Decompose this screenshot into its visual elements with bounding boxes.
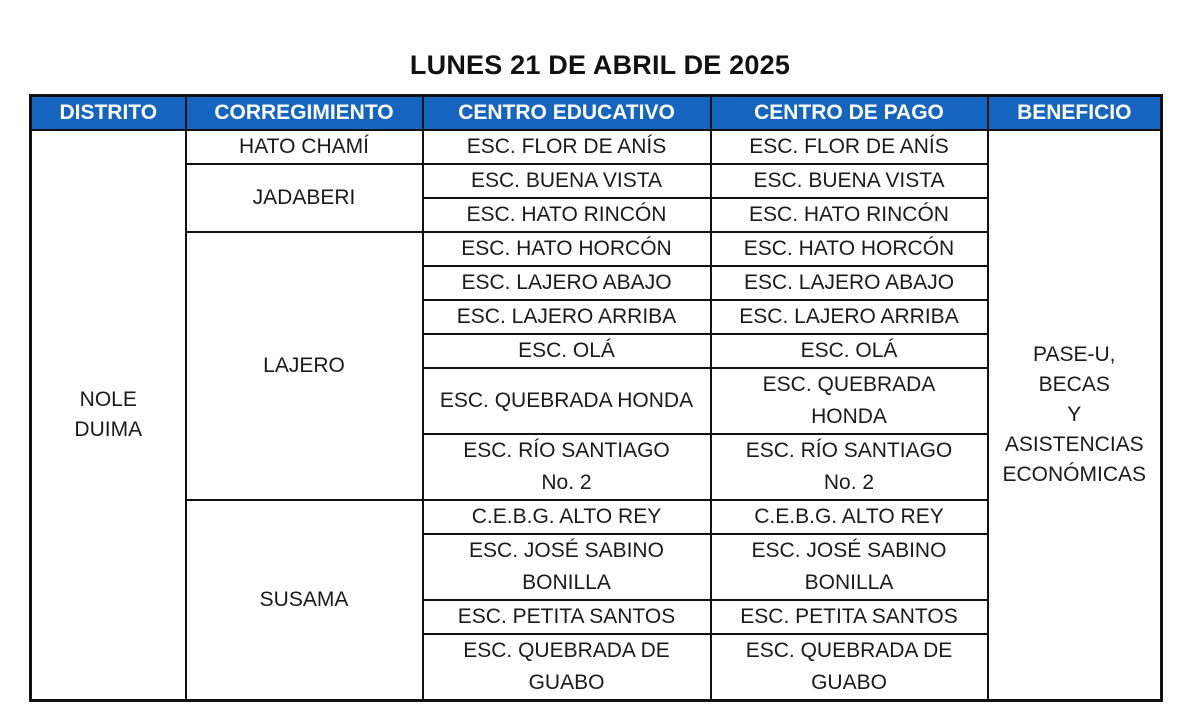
corregimiento-cell: JADABERI	[186, 164, 423, 232]
centro-educativo-cell	[423, 534, 711, 600]
centro-de-pago-line: GUABO	[811, 671, 887, 694]
centro-de-pago-cell	[711, 300, 988, 334]
beneficio-line: Y	[1067, 403, 1082, 426]
centro-educativo-line: ESC. PETITA SANTOS	[457, 605, 676, 628]
centro-de-pago-line: ESC. PETITA SANTOS	[740, 605, 958, 628]
beneficio-cell	[988, 130, 1162, 701]
beneficio-line: ASISTENCIAS	[1004, 433, 1144, 456]
centro-educativo-line: ESC. QUEBRADA DE	[463, 639, 670, 662]
header-centro-educativo: CENTRO EDUCATIVO	[423, 96, 711, 131]
centro-educativo-line: GUABO	[528, 671, 605, 694]
centro-educativo-cell	[423, 368, 711, 434]
centro-educativo-line: ESC. HATO RINCÓN	[466, 203, 667, 226]
centro-de-pago-line: ESC. QUEBRADA	[762, 373, 936, 396]
centro-de-pago-line: ESC. OLÁ	[800, 339, 898, 362]
centro-educativo-cell	[423, 334, 711, 368]
centro-de-pago-line: BONILLA	[804, 571, 894, 594]
beneficio-line: PASE-U,	[1033, 343, 1116, 366]
centro-de-pago-line: No. 2	[823, 471, 875, 494]
centro-educativo-cell	[423, 130, 711, 164]
centro-de-pago-line: ESC. LAJERO ABAJO	[743, 271, 955, 294]
centro-de-pago-cell	[711, 266, 988, 300]
distrito-line: NOLE	[79, 388, 137, 411]
centro-de-pago-cell	[711, 232, 988, 266]
centro-educativo-line: ESC. QUEBRADA HONDA	[439, 389, 694, 412]
centro-educativo-line: ESC. OLÁ	[518, 339, 615, 362]
centro-educativo-cell	[423, 500, 711, 534]
centro-educativo-line: ESC. BUENA VISTA	[471, 169, 662, 192]
centro-educativo-line: No. 2	[541, 471, 592, 494]
centro-educativo-line: ESC. LAJERO ARRIBA	[456, 305, 677, 328]
centro-de-pago-cell	[711, 500, 988, 534]
centro-educativo-cell	[423, 232, 711, 266]
centro-educativo-line: BONILLA	[522, 571, 611, 594]
centro-de-pago-cell	[711, 534, 988, 600]
centro-de-pago-line: ESC. HATO HORCÓN	[743, 237, 955, 260]
centro-educativo-cell	[423, 300, 711, 334]
corregimiento-cell: LAJERO	[186, 232, 423, 500]
centro-educativo-cell	[423, 164, 711, 198]
centro-de-pago-line: C.E.B.G. ALTO REY	[754, 505, 944, 528]
centro-de-pago-cell	[711, 634, 988, 701]
centro-educativo-cell	[423, 198, 711, 232]
centro-educativo-line: ESC. FLOR DE ANÍS	[466, 135, 667, 158]
centro-educativo-cell	[423, 434, 711, 500]
table-row	[31, 130, 1162, 164]
header-distrito: DISTRITO	[31, 96, 186, 131]
centro-de-pago-line: ESC. QUEBRADA DE	[745, 639, 953, 662]
payment-schedule-table	[29, 94, 1163, 702]
centro-de-pago-cell	[711, 600, 988, 634]
centro-de-pago-cell	[711, 334, 988, 368]
beneficio-line: BECAS	[1038, 373, 1110, 396]
header-corregimiento: CORREGIMIENTO	[186, 96, 423, 131]
distrito-cell	[31, 130, 186, 701]
centro-educativo-line: ESC. JOSÉ SABINO	[469, 539, 664, 562]
table-header-row	[31, 96, 1162, 131]
header-beneficio: BENEFICIO	[988, 96, 1162, 131]
centro-de-pago-line: HONDA	[811, 405, 887, 428]
centro-de-pago-cell	[711, 434, 988, 500]
centro-de-pago-line: ESC. FLOR DE ANÍS	[749, 135, 949, 158]
centro-de-pago-line: ESC. JOSÉ SABINO	[751, 539, 947, 562]
centro-de-pago-line: ESC. BUENA VISTA	[753, 169, 945, 192]
centro-educativo-cell	[423, 600, 711, 634]
centro-educativo-line: ESC. HATO HORCÓN	[461, 237, 672, 260]
centro-de-pago-cell	[711, 130, 988, 164]
centro-educativo-cell	[423, 266, 711, 300]
page-title: LUNES 21 DE ABRIL DE 2025	[409, 50, 791, 80]
centro-educativo-line: ESC. LAJERO ABAJO	[461, 271, 672, 294]
distrito-line: DUIMA	[74, 418, 143, 441]
centro-educativo-line: C.E.B.G. ALTO REY	[471, 505, 662, 528]
centro-educativo-line: ESC. RÍO SANTIAGO	[463, 439, 670, 462]
centro-de-pago-line: ESC. RÍO SANTIAGO	[745, 439, 953, 462]
header-centro-de-pago: CENTRO DE PAGO	[711, 96, 988, 131]
centro-educativo-cell	[423, 634, 711, 701]
corregimiento-cell: SUSAMA	[186, 500, 423, 701]
centro-de-pago-cell	[711, 164, 988, 198]
centro-de-pago-line: ESC. LAJERO ARRIBA	[739, 305, 959, 328]
centro-de-pago-cell	[711, 198, 988, 232]
centro-de-pago-cell	[711, 368, 988, 434]
beneficio-line: ECONÓMICAS	[1002, 463, 1146, 486]
corregimiento-cell: HATO CHAMÍ	[186, 130, 423, 164]
centro-de-pago-line: ESC. HATO RINCÓN	[749, 203, 949, 226]
